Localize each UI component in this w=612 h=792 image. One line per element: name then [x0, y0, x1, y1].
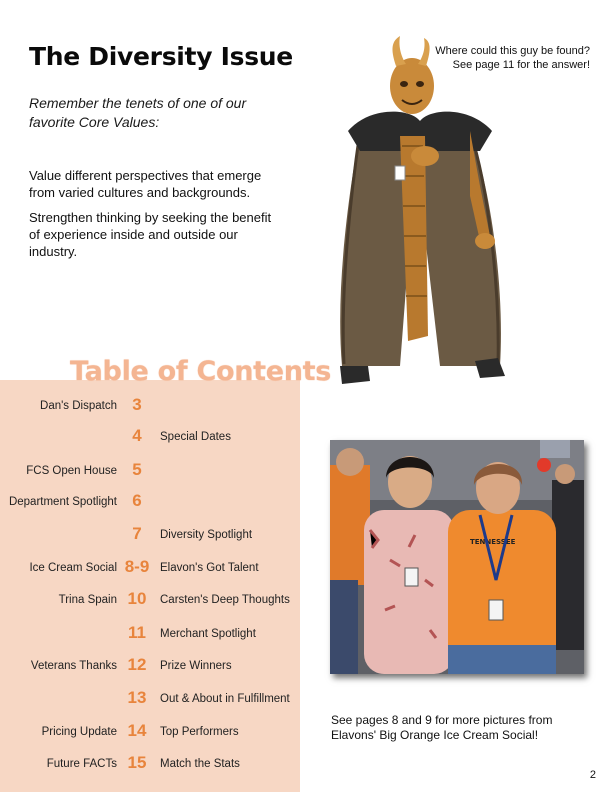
teaser-line-1: Where could this guy be found?	[435, 45, 590, 57]
toc-left-label: FCS Open House	[26, 465, 117, 477]
toc-right-label: Prize Winners	[160, 660, 232, 672]
toc-left-label: Department Spotlight	[8, 496, 117, 508]
teaser-line-2: See page 11 for the answer!	[452, 59, 590, 71]
toc-right-label: Diversity Spotlight	[160, 529, 253, 541]
toc-page-number: 6	[132, 491, 142, 510]
page-number: 2	[589, 769, 596, 781]
toc-row[interactable]	[0, 460, 300, 482]
toc-right-label: Out & About in Fulfillment	[160, 693, 290, 705]
toc-row[interactable]	[0, 524, 300, 546]
toc-row[interactable]	[0, 753, 300, 775]
toc-left-label: Future FACTs	[46, 758, 117, 770]
toc-page-number: 7	[132, 524, 142, 543]
costume-figure-image	[330, 36, 510, 396]
toc-row[interactable]	[0, 589, 300, 611]
core-value-2: Strengthen thinking by seeking the benefit of experience inside and outside our industry.	[29, 210, 272, 259]
toc-right-label: Top Performers	[160, 726, 239, 738]
toc-row[interactable]	[0, 395, 300, 417]
core-values	[29, 167, 279, 268]
toc-page-number: 3	[132, 395, 142, 414]
toc-heading: Table of Contents	[70, 356, 332, 387]
toc-row[interactable]	[0, 688, 300, 710]
toc-row[interactable]	[0, 623, 300, 645]
toc-page-number: 12	[127, 655, 147, 674]
toc-row[interactable]	[0, 557, 300, 579]
toc-right-label: Carsten's Deep Thoughts	[160, 594, 290, 606]
toc-page-number: 14	[127, 721, 147, 740]
toc-row[interactable]	[0, 721, 300, 743]
page-title: The Diversity Issue	[29, 42, 293, 71]
shirt-text: TENNESSEE	[470, 538, 516, 546]
toc-left-label: Veterans Thanks	[30, 660, 117, 672]
toc-right-label: Special Dates	[160, 431, 231, 443]
toc-row[interactable]	[0, 491, 300, 513]
intro-text: Remember the tenets of one of our favorite Core Values:	[29, 95, 247, 130]
toc-left-label: Pricing Update	[41, 726, 117, 738]
toc-page-number: 10	[127, 589, 147, 608]
toc-row[interactable]	[0, 655, 300, 677]
toc-left-label: Ice Cream Social	[29, 562, 117, 574]
toc-row[interactable]	[0, 426, 300, 448]
ice-cream-social-photo	[330, 440, 584, 674]
toc-page-number: 11	[128, 623, 146, 642]
toc-page-number: 15	[127, 753, 147, 772]
toc-right-label: Match the Stats	[160, 758, 240, 770]
toc-page-number: 5	[132, 460, 142, 479]
photo-caption: See pages 8 and 9 for more pictures from Elavons' Big Orange Ice Cream Social!	[331, 713, 553, 742]
toc-page-number: 4	[132, 426, 142, 445]
toc-page-number: 13	[127, 688, 147, 707]
toc-page-number: 8-9	[124, 557, 150, 576]
toc-right-label: Merchant Spotlight	[160, 628, 256, 640]
toc-right-label: Elavon's Got Talent	[160, 562, 259, 574]
toc-left-label: Dan's Dispatch	[40, 400, 117, 412]
core-value-1: Value different perspectives that emerge from varied cultures and backgrounds.	[29, 168, 262, 200]
toc-left-label: Trina Spain	[58, 594, 117, 606]
